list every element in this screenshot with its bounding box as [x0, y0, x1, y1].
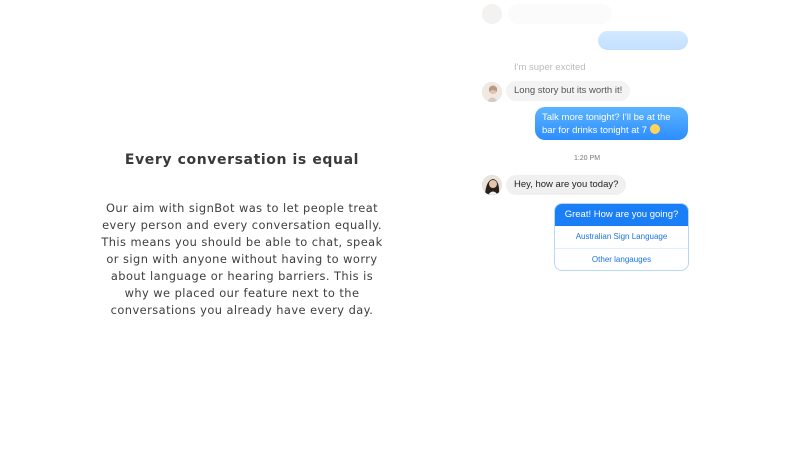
message-text-line: Talk more tonight? I'll be at the — [542, 112, 671, 123]
message-text: Long story but its worth it! — [514, 85, 623, 96]
smile-emoji-icon — [650, 124, 660, 134]
avatar-icon — [482, 82, 502, 102]
section-title: Every conversation is equal — [124, 152, 360, 168]
chat-preview — [470, 0, 700, 300]
avatar-icon — [482, 4, 502, 24]
section-body: Our aim with signBot was to let people treat every person and every conversation equally. This means you should be able to chat, speak or sign with anyone without having to worry about language or hearing barriers. This is why we placed our feature next to the conversations you already have every day. — [101, 201, 383, 317]
faded-outgoing-bubble — [598, 31, 688, 50]
message-text: Hey, how are you today? — [514, 179, 619, 190]
message-bubble — [506, 175, 626, 195]
outgoing-message-bubble — [535, 107, 688, 140]
message-text-line: bar for drinks tonight at 7 — [542, 125, 648, 136]
option-other-languages[interactable]: Other langauges — [555, 248, 688, 271]
reply-card-title: Great! How are you going? — [555, 204, 688, 226]
message-text: I'm super excited — [514, 62, 586, 73]
message-bubble — [506, 81, 630, 101]
option-australian-sign-language[interactable]: Australian Sign Language — [575, 232, 668, 241]
message-bubble — [506, 58, 594, 78]
feature-description — [100, 150, 384, 319]
avatar-icon — [482, 175, 502, 195]
faded-incoming-bubble — [508, 4, 612, 24]
timestamp: 1:20 PM — [573, 155, 601, 162]
reply-card — [554, 203, 689, 271]
